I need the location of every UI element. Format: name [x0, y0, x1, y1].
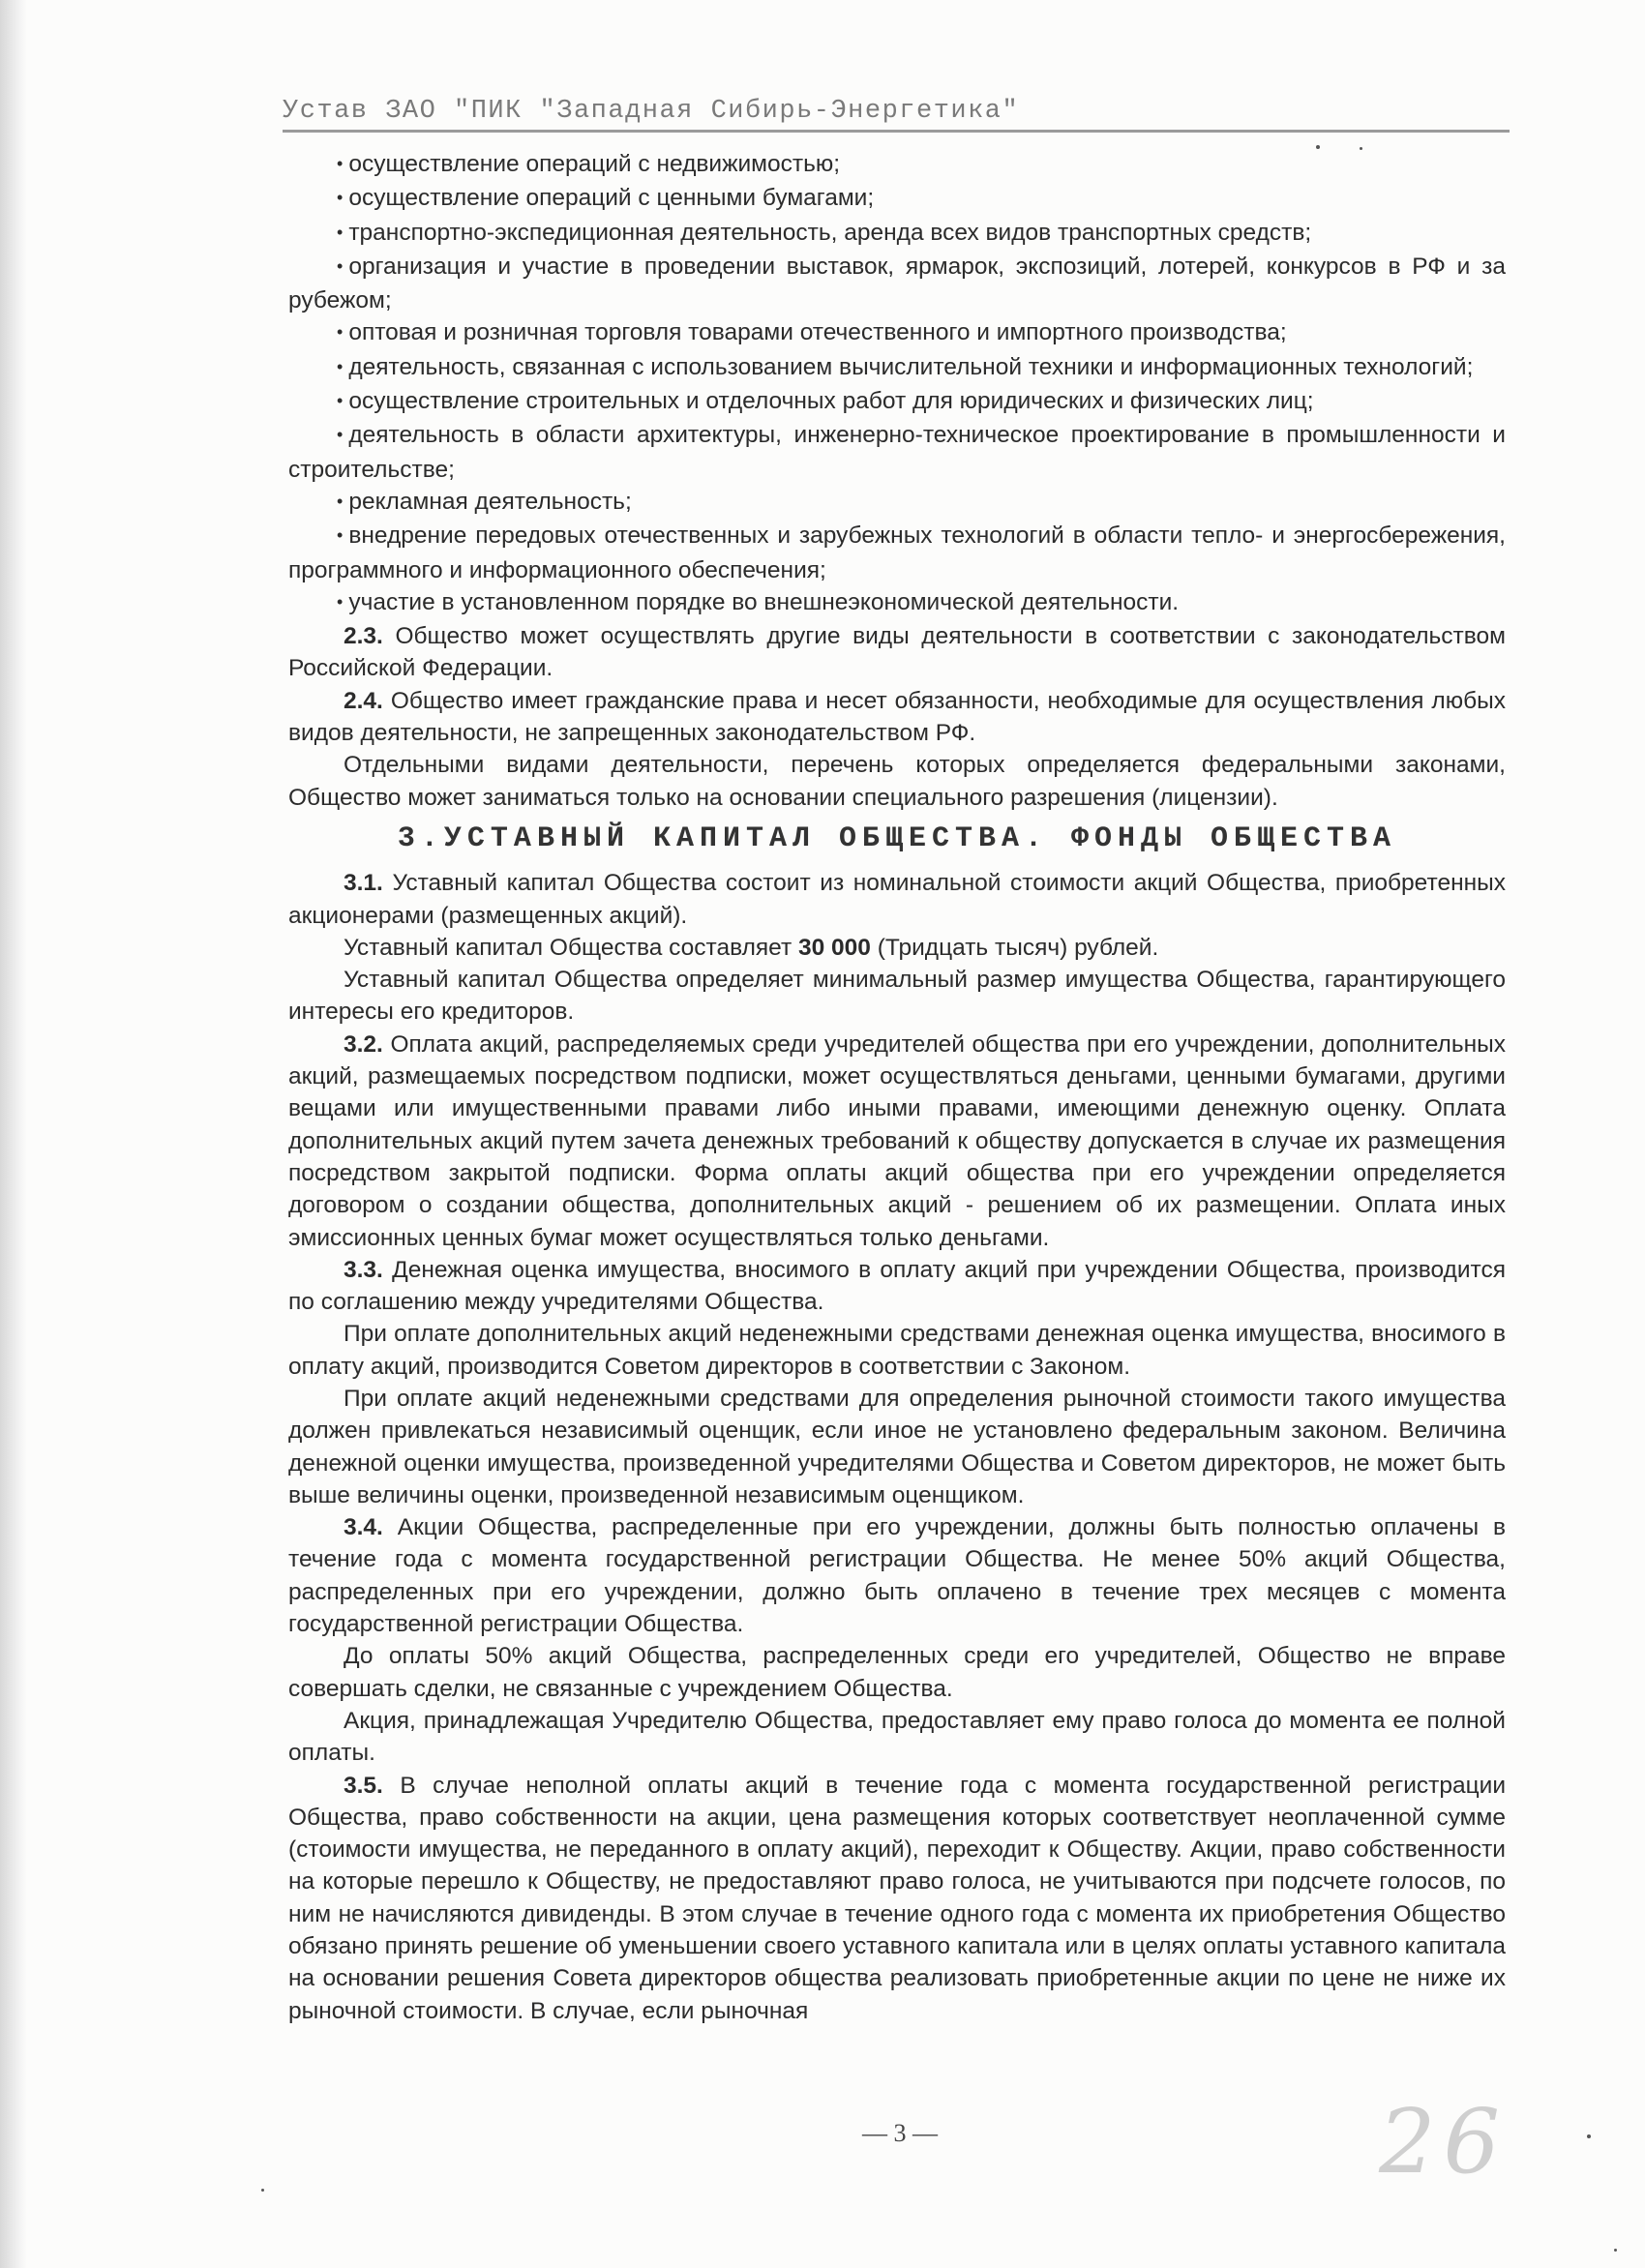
bullet-icon: •: [337, 188, 344, 208]
clause-2-3: 2.3. Общество может осуществлять другие виды деятельности в соответствии с законодательством Российской Федерации.: [288, 623, 1506, 682]
list-item: • осуществление строительных и отделочных работ для юридических и физических лиц;: [337, 388, 1314, 415]
scan-speck: [1360, 147, 1362, 150]
page-number: — 3 —: [862, 2119, 938, 2147]
bullet-icon: •: [337, 255, 344, 276]
list-item: • осуществление операций с ценными бумагами;: [337, 185, 875, 212]
clause-3-1-minimum: Уставный капитал Общества определяет минимальный размер имущества Общества, гарантирующего интересы его кредиторов.: [288, 967, 1506, 1026]
section-3-title: 3.УСТАВНЫЙ КАПИТАЛ ОБЩЕСТВА. ФОНДЫ ОБЩЕСТВА: [397, 821, 1397, 855]
list-item: • организация и участие в проведении выставок, ярмарок, экспозиций, лотерей, конкурсов в РФ и за рубежом;: [288, 253, 1506, 314]
list-item: • рекламная деятельность;: [337, 488, 632, 515]
clause-3-4-voting: Акция, принадлежащая Учредителю Общества, предоставляет ему право голоса до момента ее полной оплаты.: [288, 1707, 1506, 1767]
list-item: • участие в установленном порядке во внешнеэкономической деятельности.: [337, 588, 1180, 615]
list-item: • осуществление операций с недвижимостью;: [337, 151, 841, 177]
handwritten-sheet-number: 26: [1379, 2090, 1509, 2193]
clause-2-4: 2.4. Общество имеет гражданские права и несет обязанности, необходимые для осуществления любых видов деятельности, не запрещенных законодательством РФ.: [288, 687, 1506, 747]
clause-3-3-additional: При оплате дополнительных акций неденежными средствами денежная оценка имущества, вносимого в оплату акций, производится Советом директоров в соответствии с Законом.: [288, 1321, 1506, 1380]
bullet-icon: •: [337, 491, 344, 511]
scan-speck: [261, 2189, 264, 2192]
list-item: • деятельность в области архитектуры, инженерно-техническое проектирование в промышленности и строительстве;: [288, 422, 1506, 483]
clause-3-4: 3.4. Акции Общества, распределенные при его учреждении, должны быть полностью оплачены в течение года с момента государственной регистрации Общества. Не менее 50% акций Общества, распределенных при его учреждении, должно быть оплачено в течение трех месяцев с момента государственной регистрации Общества.: [288, 1514, 1507, 1638]
list-item: • деятельность, связанная с использованием вычислительной техники и информационных технологий;: [337, 353, 1474, 380]
list-item: • оптовая и розничная торговля товарами отечественного и импортного производства;: [337, 319, 1287, 346]
bullet-icon: •: [337, 425, 344, 445]
bullet-icon: •: [337, 154, 344, 173]
document-header: Устав ЗАО "ПИК "Западная Сибирь-Энергетика": [283, 97, 1510, 133]
list-item: • транспортно-экспедиционная деятельность, аренда всех видов транспортных средств;: [337, 219, 1312, 246]
bullet-icon: •: [337, 356, 344, 376]
bullet-icon: •: [337, 322, 344, 343]
scan-speck: [1614, 2249, 1617, 2252]
clause-3-2: 3.2. Оплата акций, распределяемых среди учредителей общества при его учреждении, дополнительных акций, размещаемых посредством подписки, может осуществляться деньгами, ценными бумагами, другими вещами или имущественными правами либо иными правами, имеющими денежную оценку. Оплата дополнительных акций путем зачета денежных требований к обществу допускается в случае их размещения посредством закрытой подписки. Форма оплаты акций общества при его учреждении определяется договором о создании общества, дополнительных акций - решением об их размещении. Оплата иных эмиссионных ценных бумаг может осуществляться только деньгами.: [288, 1030, 1506, 1251]
clause-3-3-appraiser: При оплате акций неденежными средствами для определения рыночной стоимости такого имущества должен привлекаться независимый оценщик, если иное не установлено федеральным законом. Величина денежной оценки имущества, произведенной учредителями Общества и Советом директоров, не может быть выше величины оценки, произведенной независимым оценщиком.: [288, 1385, 1506, 1508]
bullet-icon: •: [337, 391, 344, 411]
document-body: [288, 148, 1506, 2027]
clause-3-1: 3.1. Уставный капитал Общества состоит из номинальной стоимости акций Общества, приобретенных акционерами (размещенных акций).: [288, 870, 1506, 929]
scan-speck: [1587, 2134, 1591, 2138]
clause-2-4-license: Отдельными видами деятельности, перечень которых определяется федеральными законами, Общество может заниматься только на основании специального разрешения (лицензии).: [288, 752, 1506, 811]
activity-bullet-list: [288, 148, 1506, 620]
clause-3-1-amount: Уставный капитал Общества составляет 30 000 (Тридцать тысяч) рублей.: [344, 934, 1159, 961]
bullet-icon: •: [337, 222, 344, 242]
scan-speck: [1316, 145, 1320, 149]
bullet-icon: •: [337, 591, 344, 612]
clause-3-3: 3.3. Денежная оценка имущества, вносимого в оплату акций при учреждении Общества, производится по соглашению между учредителями Общества.: [288, 1256, 1506, 1316]
clause-3-4-transactions: До оплаты 50% акций Общества, распределенных среди его учредителей, Общество не вправе совершать сделки, не связанные с учреждением Общества.: [288, 1643, 1506, 1702]
list-item: • внедрение передовых отечественных и зарубежных технологий в области тепло- и энергосбережения, программного и информационного обеспечения;: [288, 522, 1506, 583]
bullet-icon: •: [337, 525, 344, 546]
scan-edge-shadow: [0, 0, 27, 2268]
clause-3-5: 3.5. В случае неполной оплаты акций в течение года с момента государственной регистрации Общества, право собственности на акции, цена размещения которых соответствует неоплаченной сумме (стоимости имущества, не переданного в оплату акций), переходит к Обществу. Акции, право собственности на которые перешло к Обществу, не предоставляют право голоса, не учитываются при подсчете голосов, по ним не начисляются дивиденды. В этом случае в течение одного года с момента их приобретения Общество обязано принять решение об уменьшении своего уставного капитала или в целях оплаты уставного капитала на основании решения Совета директоров общества реализовать приобретенные акции по цене не ниже их рыночной стоимости. В случае, если рыночная: [288, 1772, 1507, 2024]
capital-amount: 30 000: [797, 934, 871, 961]
